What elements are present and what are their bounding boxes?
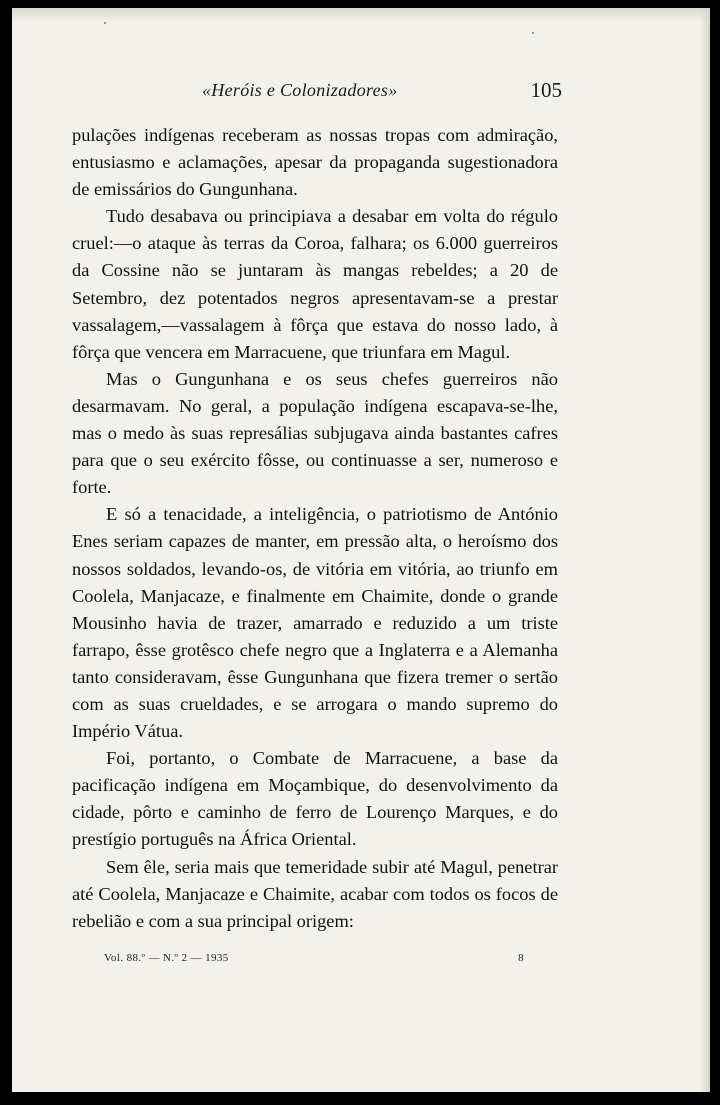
paragraph-4: E só a tenacidade, a inteligência, o patriotismo de António Enes seriam capazes de manter, em pressão alta, o heroísmo dos nossos soldados, levando-os, de vitória em vitória, ao triunfo em Coolela, Manjacaze, e finalmente em Chaimite, donde o grande Mousinho havia de trazer, amarrado e reduzido a um triste farrapo, êsse grotêsco chefe negro que a Inglaterra e a Alemanha tanto consideravam, êsse Gungunhana que fizera tremer o sertão com as suas crueldades, e se arrogara o mando supremo do Império Vátua. [72, 504, 558, 742]
page-footer [104, 952, 524, 970]
body-text [72, 122, 558, 935]
paragraph-6: Sem êle, seria mais que temeridade subir até Magul, penetrar até Coolela, Manjacaze e Chaimite, acabar com todos os focos de rebelião e com a sua principal origem: [72, 856, 558, 931]
book-page [12, 8, 710, 1092]
running-title: «Heróis e Colonizadores» [202, 80, 398, 100]
volume-info: Vol. 88.º — N.º 2 — 1935 [104, 952, 229, 964]
paper-speck [532, 32, 534, 34]
running-head [72, 78, 562, 106]
paragraph-2: Tudo desabava ou principiava a desabar em volta do régulo cruel:—o ataque às terras da Coroa, falhara; os 6.000 guerreiros da Cossine não se juntaram às mangas rebeldes; a 20 de Setembro, dez potentados negros apresentavam-se a prestar vassalagem,—vassalagem à fôrça que estava do nosso lado, à fôrça que vencera em Marracuene, que triunfara em Magul. [72, 206, 558, 362]
paragraph-1: pulações indígenas receberam as nossas tropas com admiração, entusiasmo e aclamações, apesar da propaganda sugestionadora de emissários do Gungunhana. [72, 125, 558, 200]
signature-mark: 8 [518, 952, 524, 964]
paragraph-5: Foi, portanto, o Combate de Marracuene, a base da pacificação indígena em Moçambique, do desenvolvimento da cidade, pôrto e caminho de ferro de Lourenço Marques, e do prestígio português na África Oriental. [72, 748, 558, 850]
paragraph-3: Mas o Gungunhana e os seus chefes guerreiros não desarmavam. No geral, a população indígena escapava-se-lhe, mas o medo às suas represálias subjugava ainda bastantes cafres para que o seu exército fôsse, ou continuasse a ser, numeroso e forte. [72, 368, 558, 498]
page-number: 105 [530, 78, 562, 102]
paper-speck [104, 22, 106, 24]
